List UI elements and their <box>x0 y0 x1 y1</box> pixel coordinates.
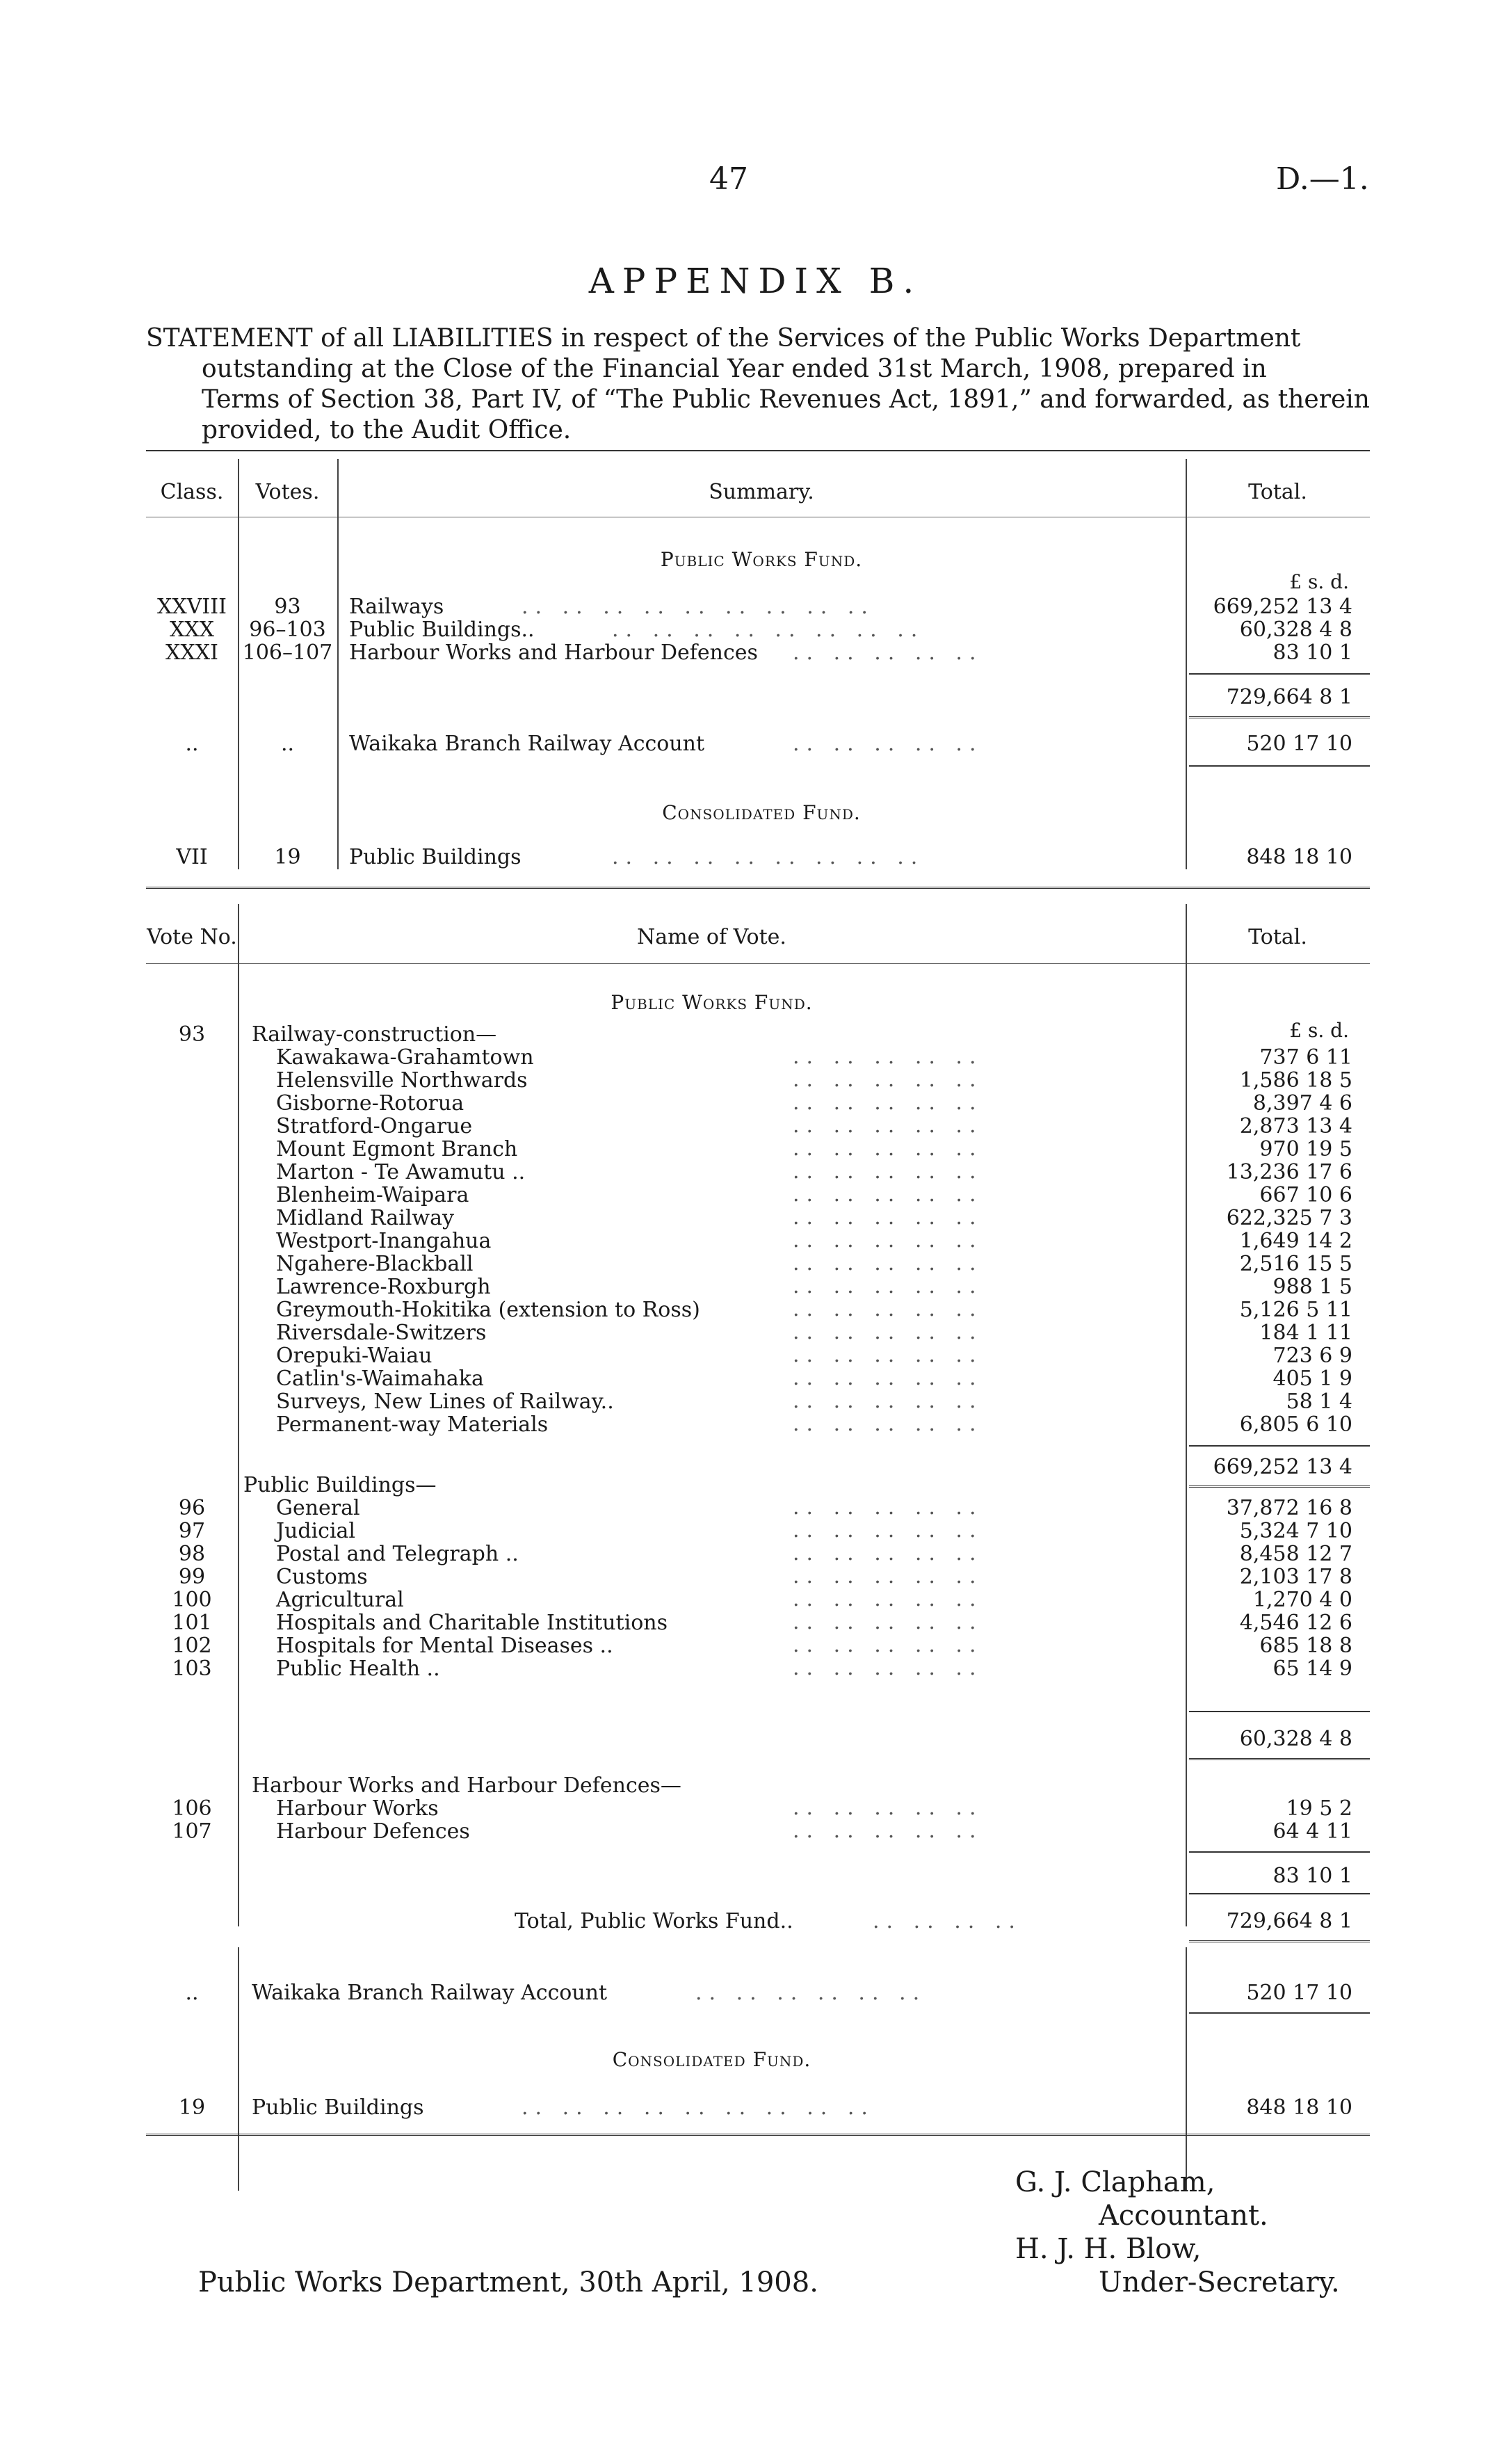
header-detail-total: Total. <box>1248 925 1307 949</box>
railway-item-total: 737 6 11 <box>1259 1045 1352 1070</box>
waikaka-double-rule <box>1189 2012 1370 2017</box>
buildings-heading: Public Buildings— <box>243 1473 437 1497</box>
buildings-item-total: 2,103 17 8 <box>1239 1565 1352 1589</box>
buildings-total-double-rule <box>1189 1758 1370 1763</box>
summary-row-3-summary: Harbour Works and Harbour Defences <box>349 641 758 665</box>
signatory-2-name: H. J. H. Blow, <box>1015 2233 1202 2265</box>
appendix-title: APPENDIX B. <box>588 261 923 301</box>
harbour-item-name: Harbour Defences <box>276 1819 470 1844</box>
railway-item-total: 2,516 15 5 <box>1239 1252 1352 1276</box>
summary-subtotal-rule <box>1189 673 1370 675</box>
railway-item-total: 622,325 7 3 <box>1226 1206 1352 1230</box>
summary-row-1-total: 669,252 13 4 <box>1213 595 1352 619</box>
detail-col-divider-2-lower <box>1186 1947 1187 2191</box>
railway-item-total: 405 1 9 <box>1272 1367 1352 1391</box>
summary-consolidated-votes: 19 <box>274 845 301 869</box>
summary-waikaka-votes: .. <box>280 732 295 756</box>
header-total: Total. <box>1248 480 1307 504</box>
signatory-2-title: Under-Secretary. <box>1099 2266 1340 2298</box>
buildings-vote-number: 101 <box>172 1611 212 1635</box>
leader-dots-column: .. .. .. .. .. .. .. .. .. .. .. .. .. .. .. .. .. .. .. .. .. .. .. .. .. .. .. .. .. .. .. .. .. .. .. .. .. .. .. .. .. .. .. .. .. .. .. .. .. .. .. .. .. .. .. .. .. .. .. .. .. .. .. .. .. .. .. .. .. .. .. .. .. .. .. .. .. .. .. .. .. .. .. .. .. <box>793 1045 983 1436</box>
railway-item-total: 2,873 13 4 <box>1239 1114 1352 1138</box>
railway-total-rule <box>1189 1445 1370 1447</box>
buildings-item-name: General <box>276 1496 360 1520</box>
railway-item-total: 1,586 18 5 <box>1239 1068 1352 1093</box>
railway-item-name: Mount Egmont Branch <box>276 1137 518 1161</box>
leader-dots-column: .. .. .. .. .. .. .. .. .. .. .. .. .. .. .. .. .. .. .. .. .. .. .. .. .. .. .. .. .. .. .. .. .. .. .. .. .. .. .. .. <box>793 1495 983 1680</box>
statement-line-4: provided, to the Audit Office. <box>202 416 572 444</box>
header-class: Class. <box>160 480 224 504</box>
railway-item-name: Orepuki-Waiau <box>276 1344 433 1368</box>
buildings-vote-number: 96 <box>178 1496 206 1520</box>
summary-row-1-votes: 93 <box>274 595 301 619</box>
buildings-item-name: Public Health .. <box>276 1657 440 1681</box>
railway-item-name: Midland Railway <box>276 1206 454 1230</box>
page-number: 47 <box>709 161 748 197</box>
leader-dots: .. .. .. .. <box>873 1909 1022 1933</box>
railway-item-name: Stratford-Ongarue <box>276 1114 473 1138</box>
railway-item-name: Permanent-way Materials <box>276 1412 549 1437</box>
summary-waikaka-double-rule <box>1189 765 1370 770</box>
summary-row-3-total: 83 10 1 <box>1272 641 1352 665</box>
buildings-item-total: 37,872 16 8 <box>1226 1496 1352 1520</box>
summary-consolidated-class: VII <box>176 845 208 869</box>
railway-vote-number: 93 <box>178 1022 206 1047</box>
waikaka-total: 520 17 10 <box>1246 1981 1352 2005</box>
harbour-item-total: 64 4 11 <box>1272 1819 1352 1844</box>
buildings-total: 60,328 4 8 <box>1239 1727 1352 1751</box>
summary-waikaka-class: .. <box>185 732 199 756</box>
consolidated-vote: 19 <box>178 2095 206 2120</box>
leader-dots: .. .. .. .. .. .. .. .. <box>612 845 925 869</box>
railway-total-double-rule <box>1189 1485 1370 1490</box>
fund-total: 729,664 8 1 <box>1226 1909 1352 1933</box>
statement-line-2: outstanding at the Close of the Financial Year ended 31st March, 1908, prepared in <box>202 355 1267 383</box>
railway-heading: Railway-construction— <box>252 1022 497 1047</box>
leader-dots: .. .. .. .. .. <box>793 732 983 756</box>
detail-col-divider-2 <box>1186 904 1187 1926</box>
summary-consolidated-total: 848 18 10 <box>1246 845 1352 869</box>
summary-top-rule <box>146 450 1370 451</box>
harbour-total-bottom-rule <box>1189 1893 1370 1894</box>
buildings-item-name: Hospitals for Mental Diseases .. <box>276 1634 613 1658</box>
railway-item-name: Catlin's-Waimahaka <box>276 1367 484 1391</box>
summary-public-works-fund-label: Public Works Fund. <box>660 548 863 571</box>
railway-item-total: 5,126 5 11 <box>1239 1298 1352 1322</box>
leader-dots: .. .. .. .. .. .. .. .. .. <box>522 595 875 619</box>
railway-item-name: Gisborne-Rotorua <box>276 1091 464 1116</box>
summary-currency-header: £ s. d. <box>1289 570 1349 593</box>
detail-public-works-fund-label: Public Works Fund. <box>611 991 813 1014</box>
summary-row-1-class: XXVIII <box>157 595 227 619</box>
harbour-heading: Harbour Works and Harbour Defences— <box>252 1773 681 1798</box>
document-reference: D.—1. <box>1276 161 1369 197</box>
summary-row-1-summary: Railways <box>349 595 444 619</box>
railway-item-name: Blenheim-Waipara <box>276 1183 469 1207</box>
signatory-1-name: G. J. Clapham, <box>1015 2166 1215 2198</box>
detail-consolidated-fund-label: Consolidated Fund. <box>612 2048 811 2071</box>
buildings-item-name: Agricultural <box>276 1588 404 1612</box>
statement-line-1: STATEMENT of all LIABILITIES in respect of the Services of the Public Works Department <box>146 324 1301 353</box>
railway-item-name: Surveys, New Lines of Railway.. <box>276 1390 614 1414</box>
summary-waikaka-summary: Waikaka Branch Railway Account <box>349 732 705 756</box>
railway-item-name: Kawakawa-Grahamtown <box>276 1045 534 1070</box>
summary-row-2-votes: 96–103 <box>249 618 326 642</box>
railway-item-total: 988 1 5 <box>1272 1275 1352 1299</box>
harbour-vote-number: 106 <box>172 1796 212 1821</box>
summary-subtotal-double-rule <box>1189 716 1370 721</box>
header-summary: Summary. <box>709 480 814 504</box>
consolidated-total: 848 18 10 <box>1246 2095 1352 2120</box>
railway-item-name: Greymouth-Hokitika (extension to Ross) <box>276 1298 700 1322</box>
buildings-vote-number: 100 <box>172 1588 212 1612</box>
railway-item-name: Lawrence-Roxburgh <box>276 1275 491 1299</box>
detail-bottom-rule <box>146 2134 1370 2139</box>
harbour-total-rule <box>1189 1851 1370 1853</box>
buildings-vote-number: 102 <box>172 1634 212 1658</box>
summary-consolidated-summary: Public Buildings <box>349 845 522 869</box>
railway-item-total: 13,236 17 6 <box>1226 1160 1352 1184</box>
summary-row-3-class: XXXI <box>165 641 218 665</box>
buildings-vote-number: 97 <box>178 1519 206 1543</box>
header-name-of-vote: Name of Vote. <box>637 925 786 949</box>
department-date: Public Works Department, 30th April, 1908. <box>198 2266 818 2298</box>
leader-dots: .. .. .. .. .. .. <box>695 1981 927 2005</box>
leader-dots-column: .. .. .. .. .. .. .. .. .. .. <box>793 1796 983 1843</box>
buildings-vote-number: 98 <box>178 1542 206 1566</box>
summary-row-2-summary: Public Buildings.. <box>349 618 535 642</box>
detail-currency-header: £ s. d. <box>1289 1019 1349 1042</box>
summary-row-3-votes: 106–107 <box>242 641 333 665</box>
buildings-item-total: 685 18 8 <box>1259 1634 1352 1658</box>
waikaka-name: Waikaka Branch Railway Account <box>252 1981 608 2005</box>
railway-item-total: 723 6 9 <box>1272 1344 1352 1368</box>
buildings-vote-number: 99 <box>178 1565 206 1589</box>
summary-bottom-rule <box>146 887 1370 892</box>
buildings-item-total: 1,270 4 0 <box>1252 1588 1352 1612</box>
fund-total-label: Total, Public Works Fund.. <box>515 1909 793 1933</box>
summary-row-2-total: 60,328 4 8 <box>1239 618 1352 642</box>
statement-line-3: Terms of Section 38, Part IV, of “The Public Revenues Act, 1891,” and forwarded, as therein <box>202 385 1370 414</box>
railway-item-total: 6,805 6 10 <box>1239 1412 1352 1437</box>
railway-item-name: Ngahere-Blackball <box>276 1252 474 1276</box>
fund-total-double-rule <box>1189 1940 1370 1945</box>
header-votes: Votes. <box>255 480 320 504</box>
buildings-item-name: Judicial <box>276 1519 356 1543</box>
buildings-vote-number: 103 <box>172 1657 212 1681</box>
buildings-item-total: 65 14 9 <box>1272 1657 1352 1681</box>
signatory-1-title: Accountant. <box>1099 2200 1268 2232</box>
harbour-item-total: 19 5 2 <box>1286 1796 1352 1821</box>
leader-dots: .. .. .. .. .. <box>793 641 983 665</box>
railway-item-name: Westport-Inangahua <box>276 1229 492 1253</box>
buildings-item-name: Postal and Telegraph .. <box>276 1542 519 1566</box>
buildings-item-name: Customs <box>276 1565 368 1589</box>
railway-item-total: 184 1 11 <box>1259 1321 1352 1345</box>
statement-text <box>146 323 1377 446</box>
railway-item-name: Riversdale-Switzers <box>276 1321 487 1345</box>
detail-col-divider-1 <box>238 904 239 1926</box>
summary-consolidated-fund-label: Consolidated Fund. <box>662 801 861 824</box>
consolidated-name: Public Buildings <box>252 2095 424 2120</box>
harbour-item-name: Harbour Works <box>276 1796 439 1821</box>
harbour-total: 83 10 1 <box>1272 1864 1352 1888</box>
railway-item-total: 1,649 14 2 <box>1239 1229 1352 1253</box>
summary-col-divider-3 <box>1186 459 1187 869</box>
buildings-item-total: 8,458 12 7 <box>1239 1542 1352 1566</box>
header-vote-no: Vote No. <box>147 925 237 949</box>
leader-dots: .. .. .. .. .. .. .. .. .. <box>522 2095 875 2120</box>
harbour-vote-number: 107 <box>172 1819 212 1844</box>
railway-item-total: 8,397 4 6 <box>1252 1091 1352 1116</box>
buildings-item-total: 5,324 7 10 <box>1239 1519 1352 1543</box>
railway-total: 669,252 13 4 <box>1213 1455 1352 1479</box>
railway-item-total: 58 1 4 <box>1286 1390 1352 1414</box>
leader-dots: .. .. .. .. .. .. .. .. <box>612 618 925 642</box>
buildings-total-rule <box>1189 1711 1370 1712</box>
summary-subtotal: 729,664 8 1 <box>1226 685 1352 709</box>
summary-row-2-class: XXX <box>169 618 215 642</box>
summary-waikaka-total: 520 17 10 <box>1246 732 1352 756</box>
railway-item-name: Helensville Northwards <box>276 1068 528 1093</box>
railway-item-total: 667 10 6 <box>1259 1183 1352 1207</box>
railway-item-total: 970 19 5 <box>1259 1137 1352 1161</box>
waikaka-vote: .. <box>185 1981 199 2005</box>
buildings-item-total: 4,546 12 6 <box>1239 1611 1352 1635</box>
buildings-item-name: Hospitals and Charitable Institutions <box>276 1611 668 1635</box>
railway-item-name: Marton - Te Awamutu .. <box>276 1160 526 1184</box>
